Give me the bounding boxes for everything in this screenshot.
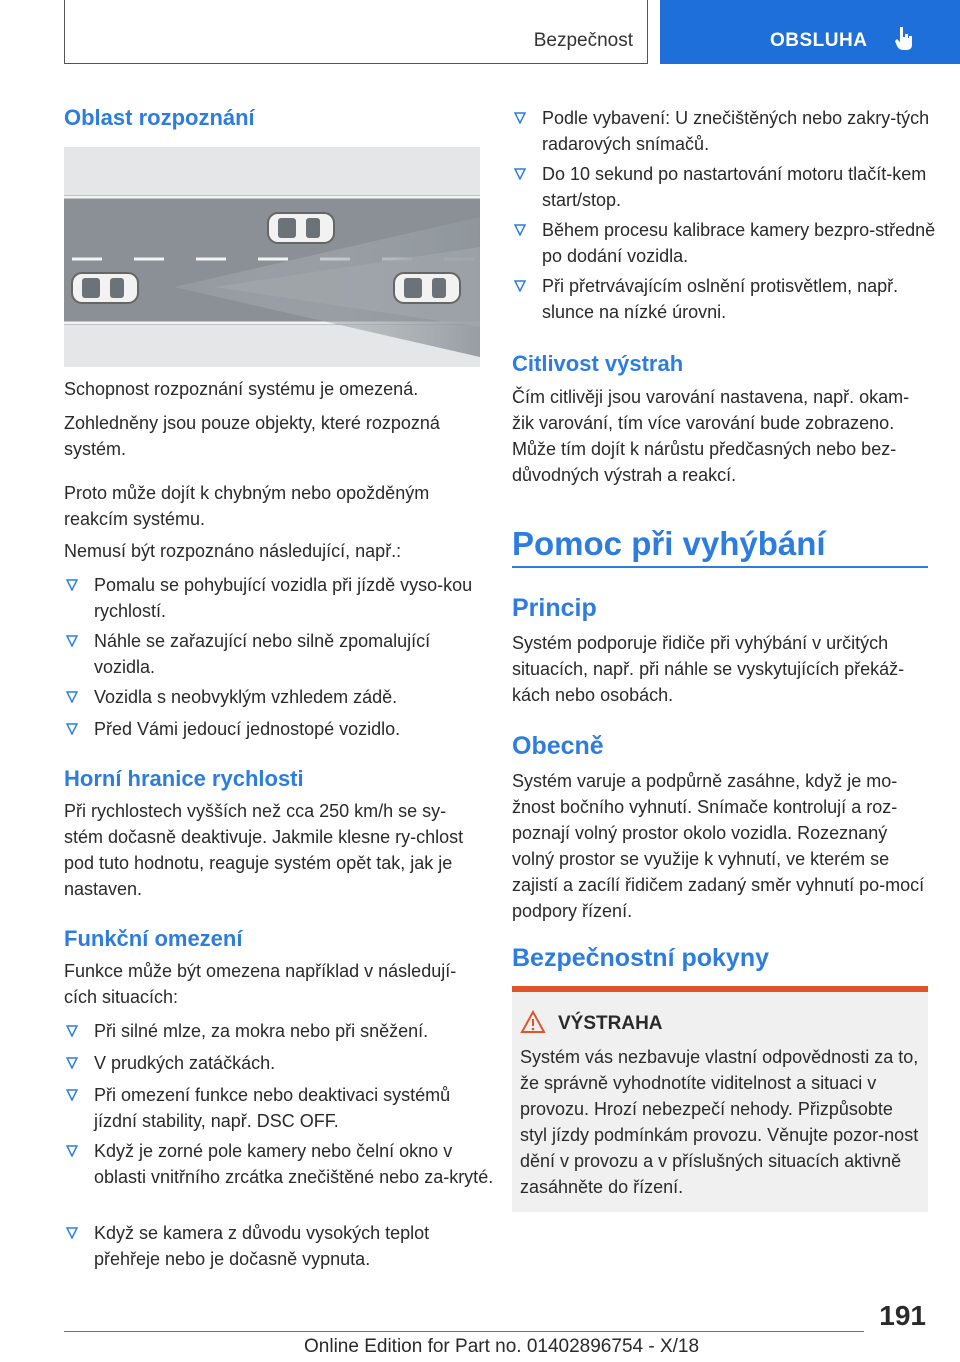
list-item	[512, 217, 952, 269]
warning-title: VÝSTRAHA	[558, 1013, 663, 1034]
triangle-bullet-icon	[66, 1057, 78, 1069]
list-item-text: Podle vybavení: U znečištěných nebo zakry-tých radarových snímačů.	[542, 108, 930, 154]
paragraph-limited-detection: Schopnost rozpoznání systému je omezená.	[64, 379, 419, 399]
list-item-text: Během procesu kalibrace kamery bezpro-středně po dodání vozidla.	[542, 220, 936, 266]
triangle-bullet-icon	[66, 1025, 78, 1037]
figure-detection-area	[64, 147, 480, 367]
list-item	[512, 273, 952, 325]
list-item	[64, 1050, 494, 1076]
warning-triangle-icon	[520, 1010, 546, 1034]
list-item-text: Vozidla s neobvyklým vzhledem zádě.	[94, 687, 398, 707]
footer-edition: Online Edition for Part no. 01402896754 - X/18	[304, 1336, 700, 1357]
list-item-text: Když je zorné pole kamery nebo čelní okno v oblasti vnitřního zrcátka znečištěné nebo za-kryté.	[94, 1141, 494, 1187]
list-item-text: V prudkých zatáčkách.	[94, 1053, 276, 1073]
triangle-bullet-icon	[66, 1145, 78, 1157]
footer-rule	[64, 1331, 864, 1332]
paragraph-general: Systém varuje a podpůrně zasáhne, když je mo-žnost bočního vyhnutí. Snímače kontrolují a roz-poznají volný prostor okolo vozidla. Rozeznaný volný prostor se využije k vyhnutí, ve kterém se zajistí a zacílí řidičem zadaný směr vyhnutí po-mocí podpory řízení.	[512, 771, 925, 921]
header-chapter-tab	[660, 0, 960, 64]
paragraph-warning-sensitivity: Čím citlivěji jsou varování nastavena, např. okam-žik varování, tím více varování bude zobrazeno. Může tím dojít k nárůstu předčasných nebo bez-důvodných výstrah a reakcí.	[512, 387, 910, 485]
list-item-text: Při silné mlze, za mokra nebo při sněžení.	[94, 1021, 429, 1041]
header-section-box	[64, 0, 648, 64]
heading-function-limits: Funkční omezení	[64, 926, 243, 951]
page-number: 191	[879, 1300, 926, 1331]
paragraph-objects-considered: Zohledněny jsou pouze objekty, které rozpozná systém.	[64, 413, 440, 459]
list-item	[64, 1138, 494, 1190]
heading-detection-area: Oblast rozpoznání	[64, 105, 255, 130]
hand-pointer-icon	[894, 25, 916, 51]
list-item	[64, 1018, 494, 1044]
list-item	[512, 161, 952, 213]
heading-principle: Princip	[512, 594, 597, 622]
list-item	[64, 716, 494, 742]
heading-warning-sensitivity: Citlivost výstrah	[512, 351, 684, 376]
triangle-bullet-icon	[66, 691, 78, 703]
triangle-bullet-icon	[514, 224, 526, 236]
triangle-bullet-icon	[66, 723, 78, 735]
list-item	[64, 1220, 494, 1272]
warning-text: Systém vás nezbavuje vlastní odpovědnosti za to, že správně vyhodnotíte viditelnost a situaci v provozu. Hrozí nebezpečí nehody. Přizpůsobte styl jízdy podmínkám provozu. Věnujte pozor-nost dění v provozu a v příslušných situacích aktivně zasáhněte do řízení.	[520, 1047, 919, 1197]
heading-rule	[512, 566, 928, 568]
triangle-bullet-icon	[66, 635, 78, 647]
warning-bar	[512, 986, 928, 992]
list-item	[64, 572, 494, 624]
triangle-bullet-icon	[66, 579, 78, 591]
list-item-text: Náhle se zařazující nebo silně zpomalující vozidla.	[94, 631, 431, 677]
paragraph-principle: Systém podporuje řidiče při vyhýbání v určitých situacích, např. při náhle se vyskytujících překáž-kách nebo osobách.	[512, 633, 905, 705]
list-item-text: Pomalu se pohybující vozidla při jízdě vyso-kou rychlostí.	[94, 575, 473, 621]
heading-speed-limit: Horní hranice rychlosti	[64, 766, 304, 791]
list-item-text: Do 10 sekund po nastartování motoru tlačít-kem start/stop.	[542, 164, 927, 210]
list-item-text: Při omezení funkce nebo deaktivaci systémů jízdní stability, např. DSC OFF.	[94, 1085, 451, 1131]
list-item-text: Při přetrvávajícím oslnění protisvětlem, např. slunce na nízké úrovni.	[542, 276, 899, 322]
triangle-bullet-icon	[514, 112, 526, 124]
detection-area-illustration	[64, 147, 480, 367]
triangle-bullet-icon	[514, 280, 526, 292]
triangle-bullet-icon	[66, 1089, 78, 1101]
heading-safety-notes: Bezpečnostní pokyny	[512, 944, 769, 972]
list-item	[64, 684, 494, 710]
paragraph-delayed-reactions: Proto může dojít k chybným nebo opožděným reakcím systému.	[64, 483, 430, 529]
heading-evasion-aid: Pomoc při vyhýbání	[512, 525, 826, 562]
paragraph-not-detected-intro: Nemusí být rozpoznáno následující, např.:	[64, 541, 402, 561]
header-chapter-label: OBSLUHA	[770, 30, 868, 51]
triangle-bullet-icon	[66, 1227, 78, 1239]
list-item-text: Před Vámi jedoucí jednostopé vozidlo.	[94, 719, 401, 739]
triangle-bullet-icon	[514, 168, 526, 180]
heading-general: Obecně	[512, 732, 604, 760]
paragraph-speed-limit: Při rychlostech vyšších než cca 250 km/h se sy-stém dočasně deaktivuje. Jakmile klesne ry-chlost pod tuto hodnotu, reaguje systém opět tak, jak je nastaven.	[64, 801, 464, 899]
list-item-text: Když se kamera z důvodu vysokých teplot přehřeje nebo je dočasně vypnuta.	[94, 1223, 430, 1269]
header-section-title: Bezpečnost	[533, 30, 633, 51]
list-item	[512, 105, 952, 157]
paragraph-function-limits: Funkce může být omezena například v následují-cích situacích:	[64, 961, 457, 1007]
list-item	[64, 628, 494, 680]
list-item	[64, 1082, 494, 1134]
